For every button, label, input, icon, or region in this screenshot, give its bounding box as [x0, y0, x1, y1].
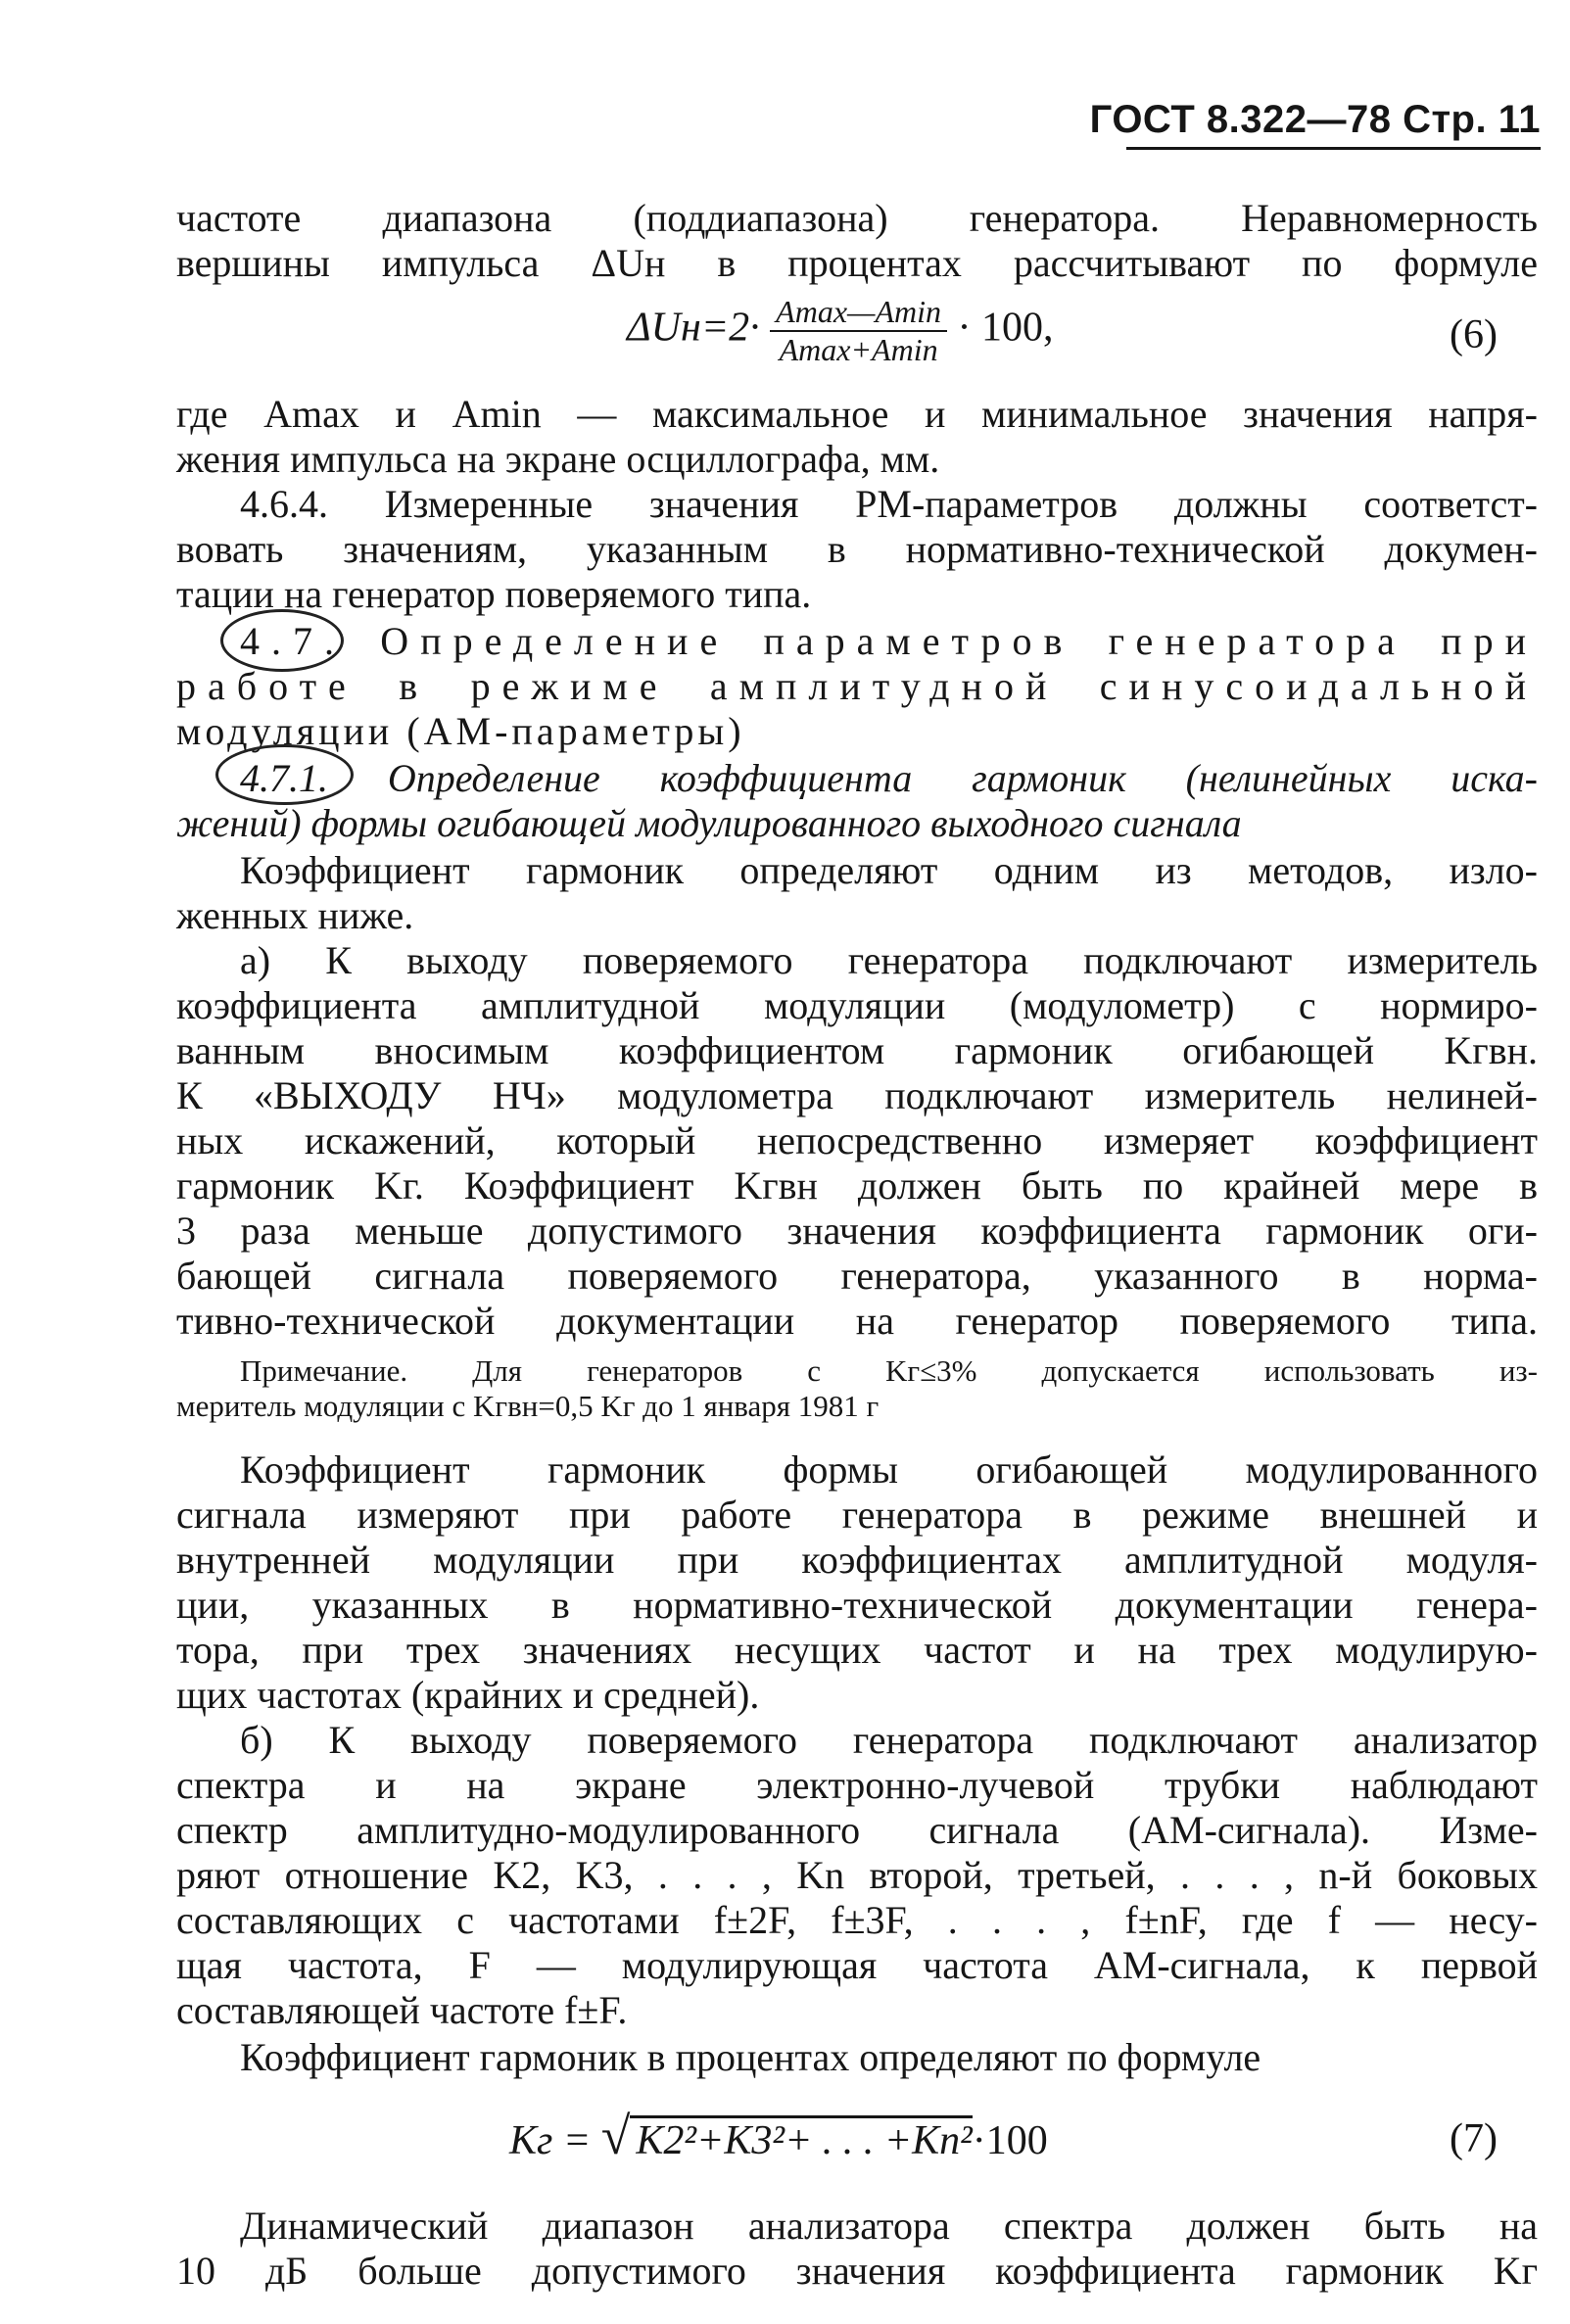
section-heading: 4.7. Определение параметров генератора при — [240, 619, 1538, 663]
formula-7-radicand: K2²+K3²+ . . . +Kn² — [630, 2115, 972, 2163]
formula-6-denominator: Amax+Amin — [779, 332, 938, 367]
text-line: ряют отношение K2, K3, . . . , Kn второй, третьей, . . . , n-й боковых — [176, 1853, 1538, 1897]
text-line: вовать значениям, указанным в нормативно-технической докумен- — [176, 527, 1538, 571]
text-line: бающей сигнала поверяемого генератора, указанного в норма- — [176, 1254, 1538, 1298]
formula-6-numerator: Amax—Amin — [770, 294, 947, 332]
handwritten-circle-mark — [220, 609, 344, 672]
formula-7-number: (7) — [1450, 2116, 1498, 2161]
formula-6-number: (6) — [1450, 312, 1498, 357]
text-line: жения импульса на экране осциллографа, мм. — [176, 437, 940, 481]
text-line: коэффициента амплитудной модуляции (модулометр) с нормиро- — [176, 983, 1538, 1027]
formula-6-tail: · 100, — [957, 305, 1054, 351]
text-line: 10 дБ больше допустимого значения коэффициента гармоник Kг — [176, 2249, 1538, 2293]
text-line: Коэффициент гармоник определяют одним из методов, изло- — [240, 848, 1538, 892]
text-line: сигнала измеряют при работе генератора в режиме внешней и — [176, 1493, 1538, 1537]
text-line: щих частотах (крайних и средней). — [176, 1673, 760, 1717]
text-line: спектра и на экране электронно-лучевой трубки наблюдают — [176, 1763, 1538, 1807]
subsection-heading: 4.7.1. Определение коэффициента гармоник (нелинейных иска- — [240, 756, 1538, 800]
section-heading: модуляции (АМ-параметры) — [176, 709, 745, 753]
formula-7 — [509, 2106, 1048, 2166]
note-line: Примечание. Для генераторов с Kг≤3% допускается использовать из- — [240, 1353, 1538, 1388]
text-line: тивно-технической документации на генератор поверяемого типа. — [176, 1299, 1538, 1343]
text-line: 4.6.4. Измеренные значения РМ-параметров должны соответст- — [240, 482, 1538, 526]
text-line: частоте диапазона (поддиапазона) генератора. Неравномерность — [176, 196, 1538, 240]
text-line: составляющих с частотами f±2F, f±3F, . . . , f±nF, где f — несу- — [176, 1898, 1538, 1942]
text-line: 3 раза меньше допустимого значения коэффициента гармоник оги- — [176, 1209, 1538, 1253]
formula-7-tail: ·100 — [972, 2118, 1048, 2163]
text-line: Динамический диапазон анализатора спектра должен быть на — [240, 2204, 1538, 2248]
text-line: ции, указанных в нормативно-технической документации генера- — [176, 1583, 1538, 1627]
text-line: б) К выходу поверяемого генератора подключают анализатор — [240, 1718, 1538, 1762]
text-line: Коэффициент гармоник формы огибающей модулированного — [240, 1447, 1538, 1492]
subsection-heading: жений) формы огибающей модулированного выходного сигнала — [176, 801, 1242, 845]
section-heading: работе в режиме амплитудной синусоидальной — [176, 664, 1538, 708]
text-line: ных искажений, который непосредственно измеряет коэффициент — [176, 1118, 1538, 1162]
text-line: Коэффициент гармоник в процентах определяют по формуле — [240, 2035, 1261, 2079]
text-line: гармоник Kг. Коэффициент Kгвн должен быть по крайней мере в — [176, 1163, 1538, 1208]
header-rule — [1126, 147, 1541, 150]
text-line: ванным вносимым коэффициентом гармоник огибающей Kгвн. — [176, 1028, 1538, 1072]
note-line: меритель модуляции с Kгвн=0,5 Kг до 1 января 1981 г — [176, 1389, 880, 1423]
formula-6-lhs: ΔUн=2· — [627, 305, 760, 351]
text-line: внутренней модуляции при коэффициентах амплитудной модуля- — [176, 1538, 1538, 1582]
formula-6-fraction — [770, 294, 947, 368]
text-line: а) К выходу поверяемого генератора подключают измеритель — [240, 938, 1538, 982]
text-line: составляющей частоте f±F. — [176, 1988, 628, 2032]
text-line: женных ниже. — [176, 893, 414, 937]
text-line: К «ВЫХОДУ НЧ» модулометра подключают измеритель нелиней- — [176, 1073, 1538, 1117]
formula-7-lhs: Kг = — [509, 2118, 601, 2163]
text-line: где Amax и Amin — максимальное и минимальное значения напря- — [176, 392, 1538, 436]
page-header: ГОСТ 8.322—78 Стр. 11 — [1089, 98, 1541, 141]
sqrt-icon: √ — [600, 2107, 631, 2165]
text-line: вершины импульса ΔUн в процентах рассчитывают по формуле — [176, 241, 1538, 285]
handwritten-circle-mark — [215, 744, 354, 805]
text-line: спектр амплитудно-модулированного сигнала (АМ-сигнала). Изме- — [176, 1808, 1538, 1852]
formula-6 — [627, 294, 1054, 368]
text-line: щая частота, F — модулирующая частота АМ-сигнала, к первой — [176, 1943, 1538, 1987]
text-line: тора, при трех значениях несущих частот и на трех модулирую- — [176, 1628, 1538, 1672]
text-line: тации на генератор поверяемого типа. — [176, 572, 812, 616]
